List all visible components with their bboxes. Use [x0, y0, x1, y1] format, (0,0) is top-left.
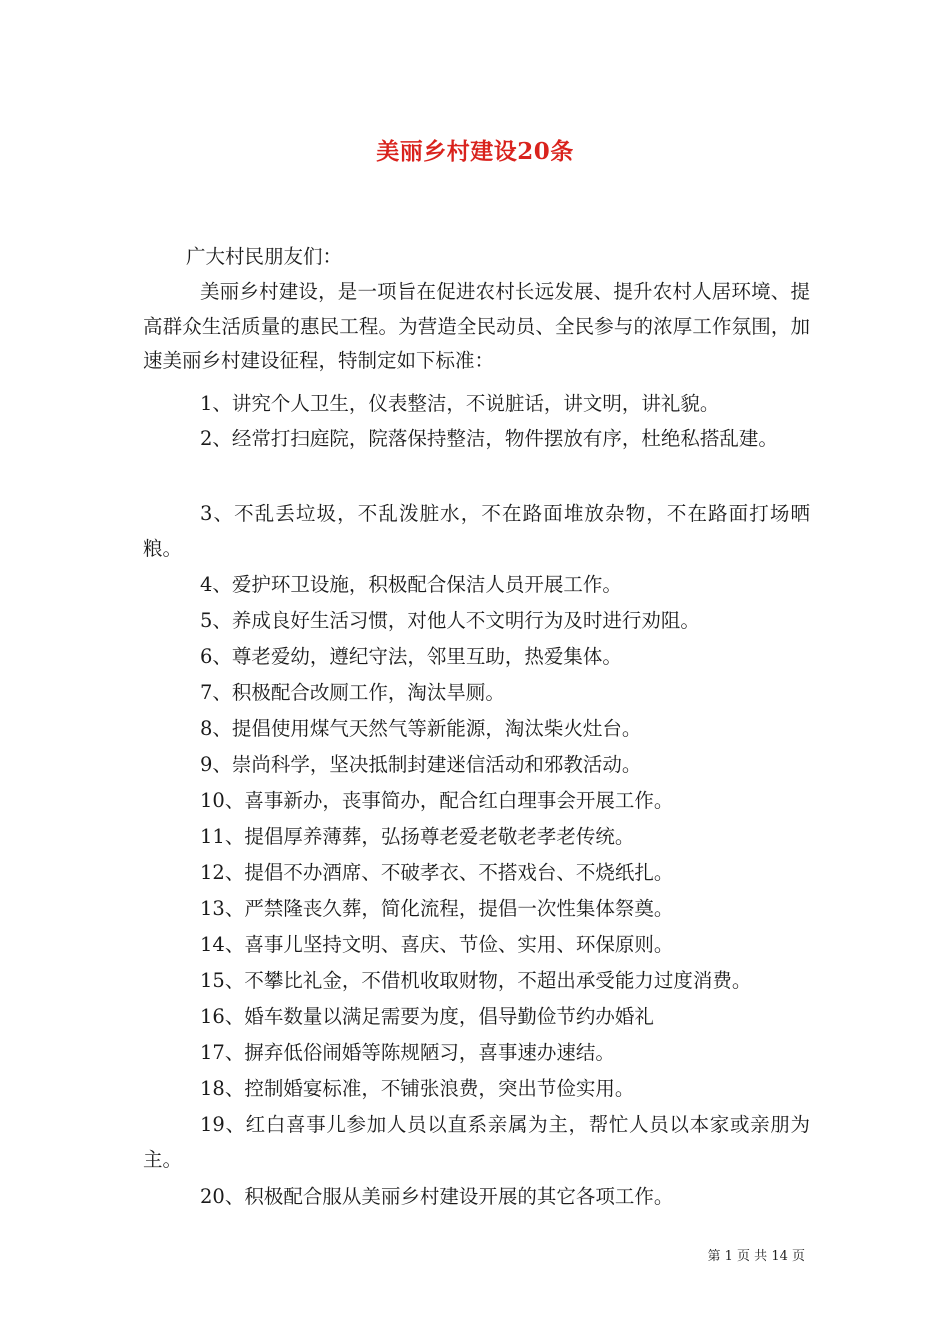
list-item: 16、婚车数量以满足需要为度，倡导勤俭节约办婚礼 [200, 1005, 654, 1028]
list-item: 4、爱护环卫设施，积极配合保洁人员开展工作。 [200, 573, 622, 596]
intro-paragraph: 美丽乡村建设，是一项旨在促进农村长远发展、提升农村人居环境、提高群众生活质量的惠民工程。为营造全民动员、全民参与的浓厚工作氛围，加速美丽乡村建设征程，特制定如下标准： [143, 280, 810, 372]
list-item: 11、提倡厚养薄葬，弘扬尊老爱老敬老孝老传统。 [200, 825, 635, 848]
list-item: 20、积极配合服从美丽乡村建设开展的其它各项工作。 [200, 1185, 674, 1208]
list-item: 2、经常打扫庭院，院落保持整洁，物件摆放有序，杜绝私搭乱建。 [200, 427, 778, 450]
list-item: 10、喜事新办，丧事简办，配合红白理事会开展工作。 [200, 789, 674, 812]
list-item: 1、讲究个人卫生，仪表整洁，不说脏话，讲文明，讲礼貌。 [200, 392, 720, 415]
list-item: 15、不攀比礼金，不借机收取财物，不超出承受能力过度消费。 [200, 969, 752, 992]
list-item: 13、严禁隆丧久葬，简化流程，提倡一次性集体祭奠。 [200, 897, 674, 920]
list-item: 18、控制婚宴标准，不铺张浪费，突出节俭实用。 [200, 1077, 635, 1100]
list-item: 5、养成良好生活习惯，对他人不文明行为及时进行劝阻。 [200, 609, 700, 632]
list-item: 9、崇尚科学，坚决抵制封建迷信活动和邪教活动。 [200, 753, 642, 776]
list-item: 14、喜事儿坚持文明、喜庆、节俭、实用、环保原则。 [200, 933, 674, 956]
list-item: 12、提倡不办酒席、不破孝衣、不搭戏台、不烧纸扎。 [200, 861, 674, 884]
list-item: 19、红白喜事儿参加人员以直系亲属为主，帮忙人员以本家或亲朋为主。 [143, 1113, 810, 1171]
list-item: 3、不乱丢垃圾，不乱泼脏水，不在路面堆放杂物，不在路面打场晒粮。 [143, 502, 810, 560]
list-item: 8、提倡使用煤气天然气等新能源，淘汰柴火灶台。 [200, 717, 642, 740]
document-title: 美丽乡村建设20条 [376, 138, 574, 165]
list-item: 7、积极配合改厕工作，淘汰旱厕。 [200, 681, 505, 704]
salutation: 广大村民朋友们： [186, 245, 343, 268]
list-item: 17、摒弃低俗闹婚等陈规陋习，喜事速办速结。 [200, 1041, 615, 1064]
page-footer: 第 1 页 共 14 页 [707, 1249, 805, 1264]
list-item: 6、尊老爱幼，遵纪守法，邻里互助，热爱集体。 [200, 645, 622, 668]
